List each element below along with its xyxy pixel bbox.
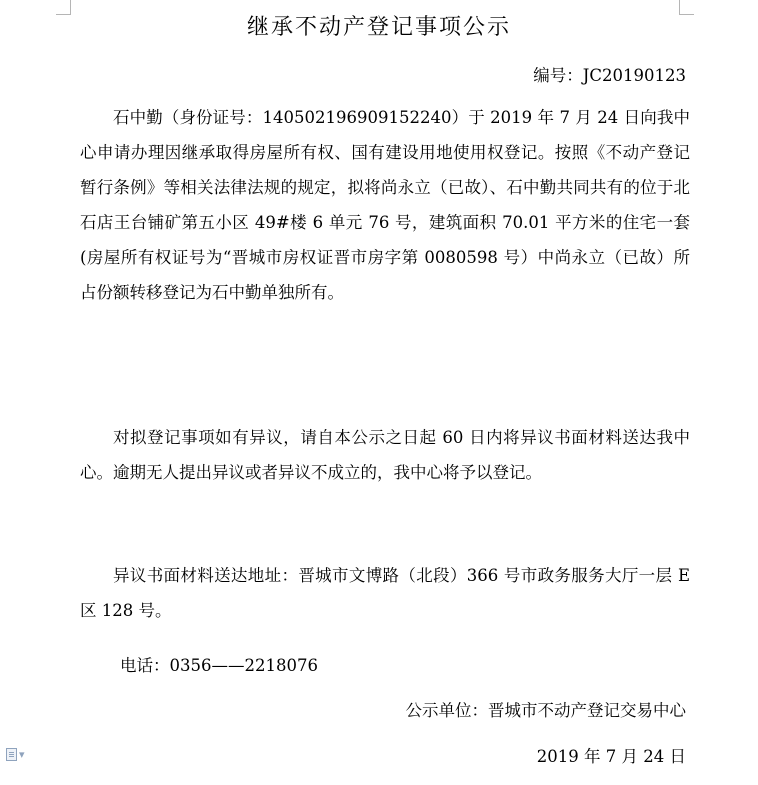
chevron-down-icon: ▾ (19, 747, 25, 761)
paste-options-button[interactable] (6, 747, 28, 761)
date-line: 2019 年 7 月 24 日 (536, 747, 686, 766)
document-number: 编号：JC20190123 (533, 66, 686, 85)
issuer-line: 公示单位：晋城市不动产登记交易中心 (405, 701, 686, 720)
document-icon (6, 748, 17, 761)
paragraph-application: 石中勤（身份证号：140502196909152240）于 2019 年 7 月 24 日向我中心申请办理因继承取得房屋所有权、国有建设用地使用权登记。按照《不动产登记暂行条例》等相关法律法规的规定，拟将尚永立（已故）、石中勤共同共有的位于北石店王台铺矿第五小区 49#楼 6 单元 76 号，建筑面积 70.01 平方米的住宅一套(房屋所有权证号为“晋城市房权证晋市房字第 0080598 号）中尚永立（已故）所占份额转移登记为石中勤单独所有。 (80, 108, 690, 302)
paragraph-address: 异议书面材料送达地址：晋城市文博路（北段）366 号市政务服务大厅一层 E 区 128 号。 (80, 566, 690, 620)
document-title: 继承不动产登记事项公示 (246, 15, 511, 40)
phone-line: 电话：0356——2218076 (120, 656, 318, 675)
paragraph-objection: 对拟登记事项如有异议，请自本公示之日起 60 日内将异议书面材料送达我中心。逾期无人提出异议或者异议不成立的，我中心将予以登记。 (80, 428, 690, 482)
